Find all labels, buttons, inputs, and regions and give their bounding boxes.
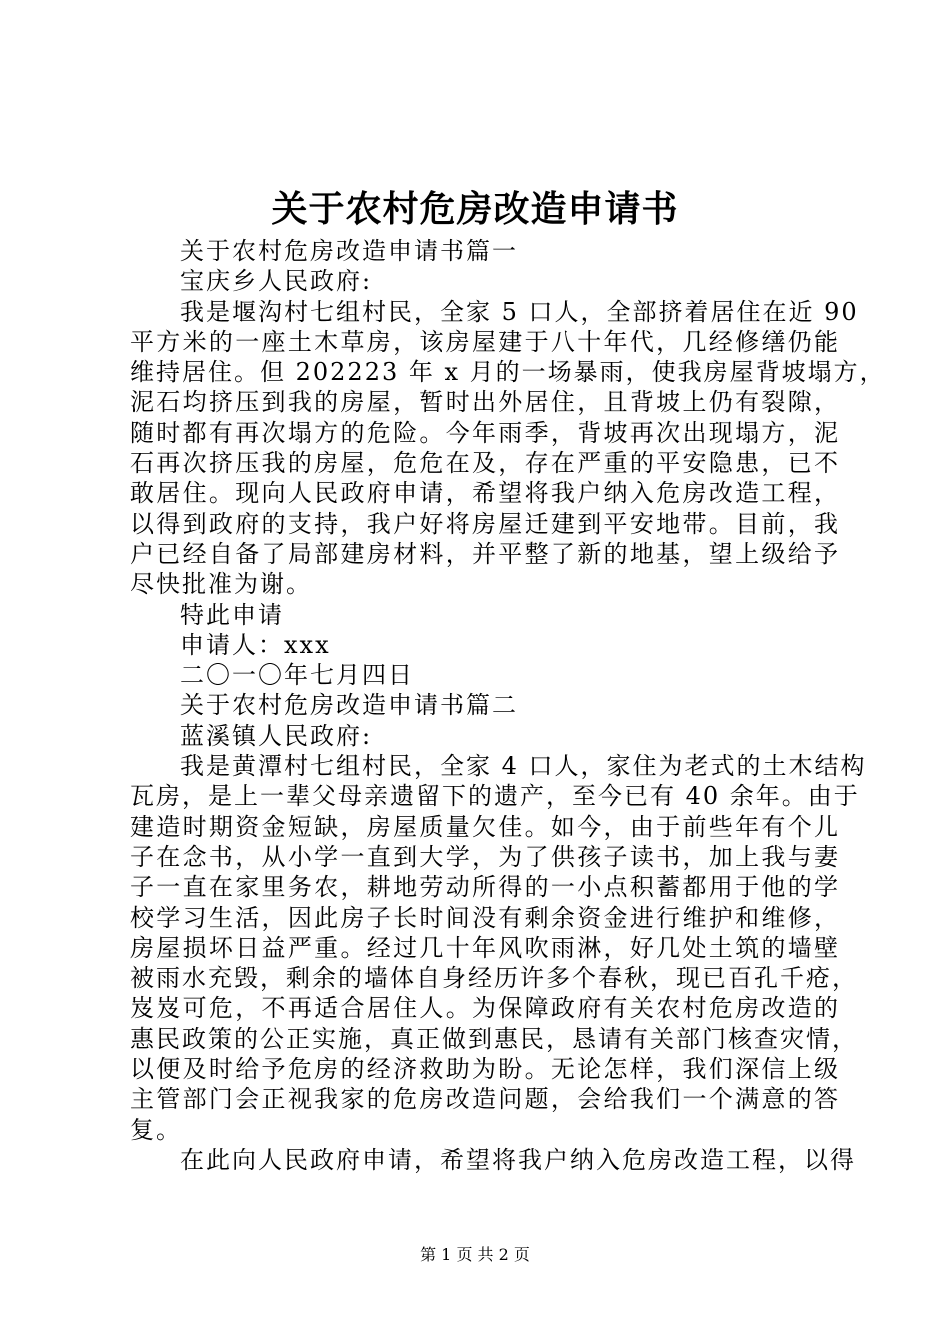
text-line: 石再次挤压我的房屋，危危在及，存在严重的平安隐患，已不	[130, 449, 840, 478]
text-line: 二〇一〇年七月四日	[180, 661, 414, 690]
text-line: 户已经自备了局部建房材料，并平整了新的地基，望上级给予	[130, 539, 840, 568]
text-line: 特此申请	[180, 600, 284, 629]
text-line: 在此向人民政府申请，希望将我户纳入危房改造工程，以得	[180, 1145, 856, 1174]
text-line: 被雨水充毁，剩余的墙体自身经历许多个春秋，现已百孔千疮，	[130, 964, 858, 993]
text-line: 敢居住。现向人民政府申请，希望将我户纳入危房改造工程，	[130, 479, 840, 508]
text-line: 关于农村危房改造申请书篇一	[180, 237, 518, 265]
text-line: 申请人：xxx	[180, 630, 331, 659]
text-line: 瓦房，是上一辈父母亲遗留下的遗产，至今已有 40 余年。由于	[130, 782, 860, 811]
text-line: 复。	[130, 1115, 182, 1144]
text-line: 校学习生活，因此房子长时间没有剩余资金进行维护和维修，	[130, 903, 840, 932]
text-line: 主管部门会正视我家的危房改造问题，会给我们一个满意的答	[130, 1085, 840, 1114]
text-line: 以便及时给予危房的经济救助为盼。无论怎样，我们深信上级	[130, 1055, 840, 1084]
text-line: 关于农村危房改造申请书篇二	[180, 691, 518, 720]
text-line: 惠民政策的公正实施，真正做到惠民，恳请有关部门核查灾情，	[130, 1024, 858, 1053]
text-line: 维持居住。但 202223 年 x 月的一场暴雨，使我房屋背坡塌方，	[130, 358, 886, 387]
text-line: 我是黄潭村七组村民，全家 4 口人，家住为老式的土木结构	[180, 752, 867, 781]
page-footer: 第 1 页 共 2 页	[420, 1245, 530, 1264]
text-line: 平方米的一座土木草房，该房屋建于八十年代，几经修缮仍能	[130, 327, 840, 356]
text-line: 随时都有再次塌方的危险。今年雨季，背坡再次出现塌方，泥	[130, 418, 840, 447]
text-line: 子在念书，从小学一直到大学，为了供孩子读书，加上我与妻	[130, 842, 840, 871]
document-body	[130, 236, 886, 1175]
text-line: 以得到政府的支持，我户好将房屋迁建到平安地带。目前，我	[130, 509, 840, 538]
text-line: 岌岌可危，不再适合居住人。为保障政府有关农村危房改造的	[130, 994, 840, 1023]
text-line: 房屋损坏日益严重。经过几十年风吹雨淋，好几处土筑的墙壁	[130, 933, 840, 962]
text-line: 建造时期资金短缺，房屋质量欠佳。如今，由于前些年有个儿	[130, 812, 840, 841]
text-line: 泥石均挤压到我的房屋，暂时出外居住，且背坡上仍有裂隙，	[130, 388, 840, 417]
text-line: 宝庆乡人民政府:	[180, 267, 373, 296]
text-line: 尽快批准为谢。	[130, 570, 312, 599]
document-title: 关于农村危房改造申请书	[271, 188, 679, 230]
text-line: 蓝溪镇人民政府:	[180, 721, 373, 750]
text-line: 我是堰沟村七组村民，全家 5 口人，全部挤着居住在近 90	[180, 297, 859, 326]
text-line: 子一直在家里务农，耕地劳动所得的一小点积蓄都用于他的学	[130, 873, 840, 902]
